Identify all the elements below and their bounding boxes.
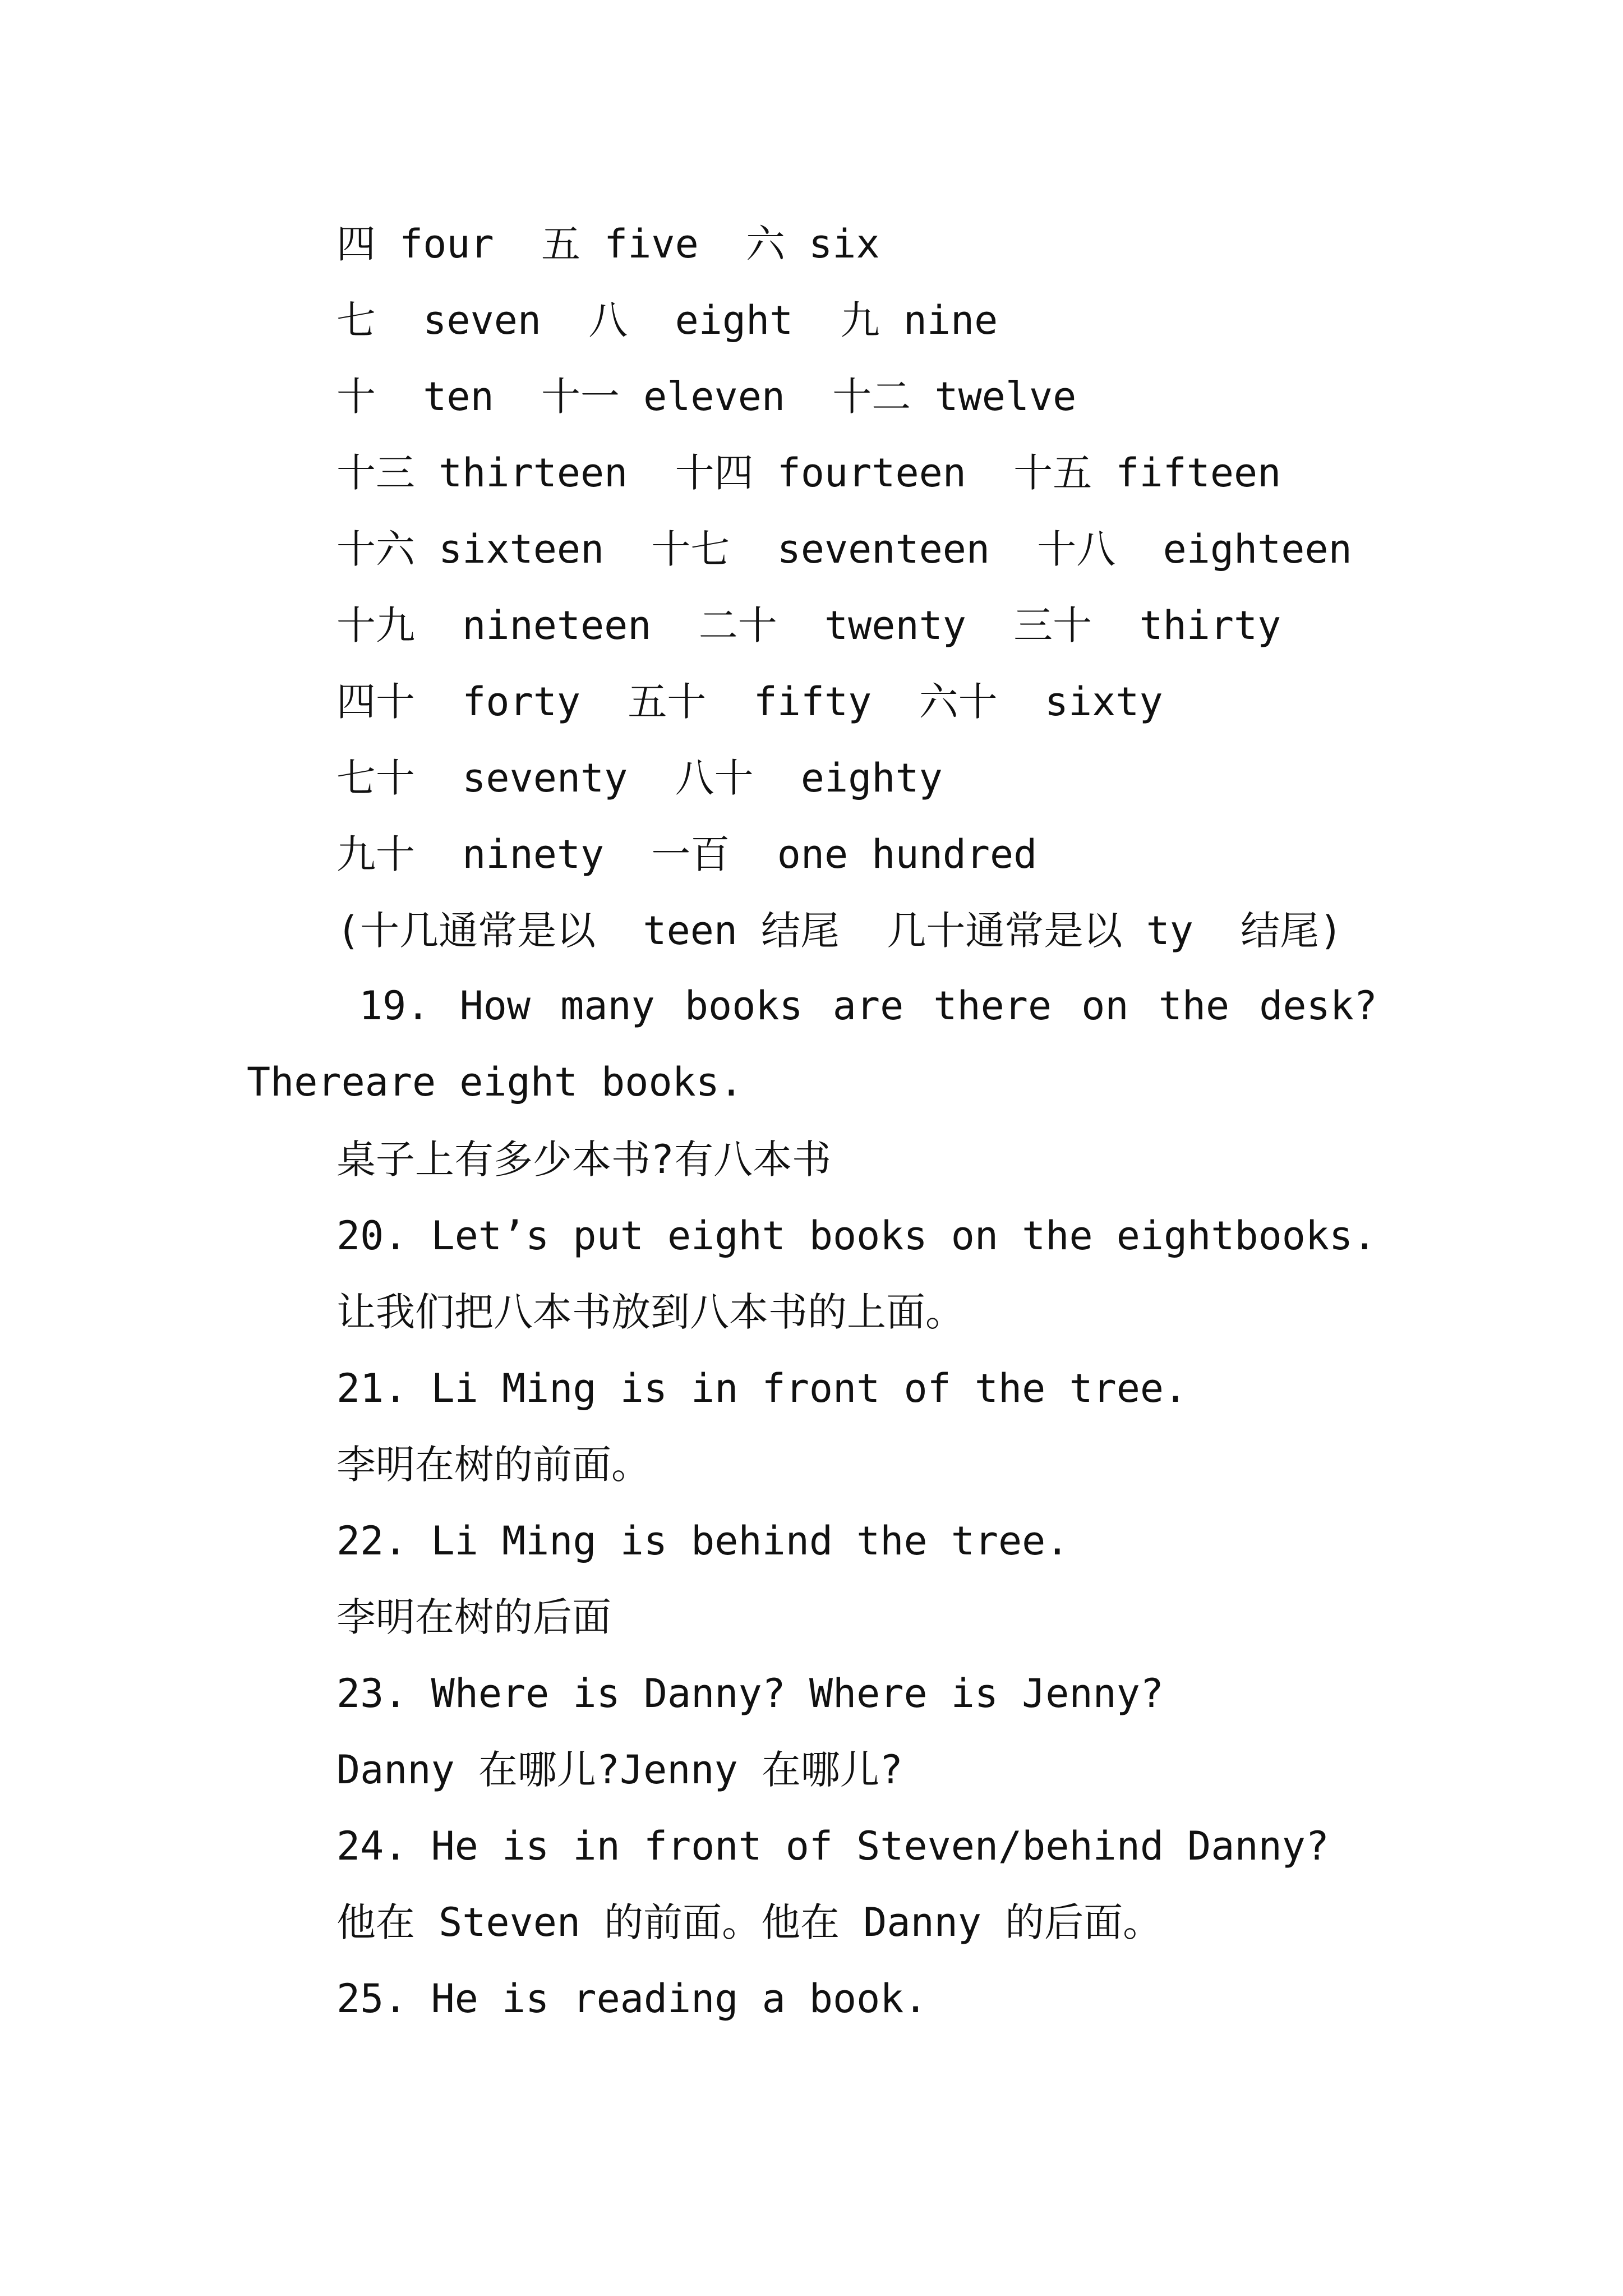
text-line-sentence-24: 24. He is in front of Steven/behind Danny? bbox=[336, 1823, 1330, 1869]
sentence-19-paragraph: 19. How many books are there on the desk? Thereare eight books. bbox=[247, 983, 1377, 1105]
text-line-23-translation: Danny 在哪儿?Jenny 在哪儿? bbox=[336, 1747, 903, 1793]
text-line-21-translation: 李明在树的前面。 bbox=[336, 1442, 651, 1488]
text-line-numbers-13-15: 十三 thirteen 十四 fourteen 十五 fifteen bbox=[336, 450, 1281, 496]
text-line-sentence-20: 20. Let’s put eight books on the eightbooks. bbox=[336, 1213, 1377, 1259]
text-line-teen-ty-note: (十几通常是以 teen 结尾 几十通常是以 ty 结尾) bbox=[336, 908, 1343, 954]
text-line-numbers-40-60: 四十 forty 五十 fifty 六十 sixty bbox=[336, 679, 1163, 725]
text-line-numbers-7-9: 七 seven 八 eight 九 nine bbox=[336, 297, 998, 343]
text-line-numbers-70-80: 七十 seventy 八十 eighty bbox=[336, 755, 943, 801]
text-line-numbers-4-6: 四 four 五 five 六 six bbox=[336, 221, 880, 267]
text-line-sentence-23: 23. Where is Danny? Where is Jenny? bbox=[336, 1671, 1164, 1717]
text-line-numbers-10-12: 十 ten 十一 eleven 十二 twelve bbox=[336, 374, 1077, 420]
text-line-22-translation: 李明在树的后面 bbox=[336, 1594, 611, 1640]
text-line-numbers-90-100: 九十 ninety 一百 one hundred bbox=[336, 831, 1038, 877]
text-line-numbers-19-30: 十九 nineteen 二十 twenty 三十 thirty bbox=[336, 602, 1281, 648]
text-line-20-translation: 让我们把八本书放到八本书的上面。 bbox=[336, 1289, 965, 1335]
text-line-19-translation: 桌子上有多少本书?有八本书 bbox=[336, 1137, 832, 1182]
text-line-numbers-16-18: 十六 sixteen 十七 seventeen 十八 eighteen bbox=[336, 526, 1352, 572]
text-line-sentence-21: 21. Li Ming is in front of the tree. bbox=[336, 1365, 1188, 1411]
text-line-sentence-25: 25. He is reading a book. bbox=[336, 1976, 928, 2022]
text-line-24-translation: 他在 Steven 的前面。他在 Danny 的后面。 bbox=[336, 1899, 1163, 1945]
text-line-sentence-22: 22. Li Ming is behind the tree. bbox=[336, 1518, 1069, 1564]
